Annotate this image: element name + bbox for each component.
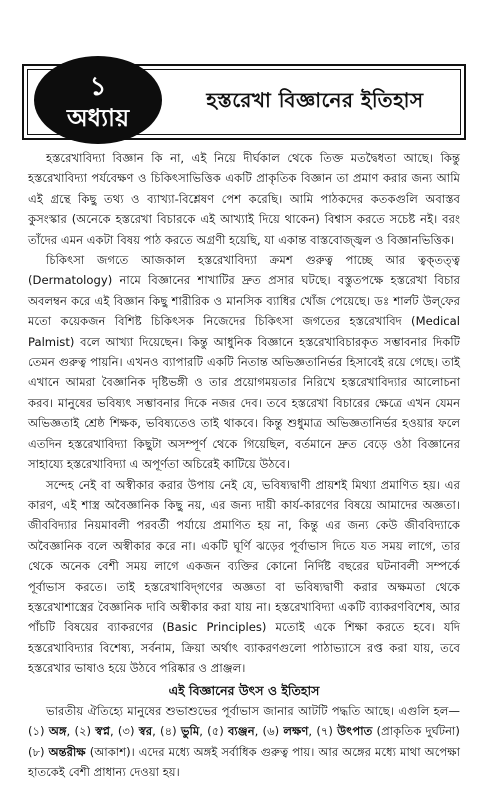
method-item-1 [28, 724, 70, 738]
section-heading: এই বিজ্ঞানের উৎস ও ইতিহাস [168, 682, 320, 698]
paragraph-1: হস্তরেখাবিদ্যা বিজ্ঞান কি না, এই নিয়ে দীর্ঘকাল থেকে তিক্ত মতদ্বৈধতা আছে। কিন্তু হস্তরেখাবিদ্যা পর্যবেক্ষণ ও চিকিৎসাভিত্তিক একটি প্রাকৃতিক বিজ্ঞান তা প্রমাণ করার জন্য আমি এই গ্রন্থে কিছু তথ্য ও ব্যাখ্যা-বিশ্লেষণ পেশ করেছি। আমি পাঠকদের কতকগুলি অবাস্তব কুসংস্কার (অনেকে হস্তরেখা বিচারকে এই আখ্যাই দিয়ে থাকেন) বিশ্বাস করতে সচেষ্ট নই। বরং তাঁদের এমন একটা বিষয় পাঠ করতে অগ্রণী হয়েছি, যা একান্ত বাস্তবোজ্জ্বল ও বিজ্ঞানভিত্তিক। [28, 151, 460, 247]
method-separator: , [109, 724, 114, 739]
method-separator: , [152, 724, 156, 739]
paragraph-2: চিকিৎসা জগতে আজকাল হস্তরেখাবিদ্যা ক্রমশ গুরুত্ব পাচ্ছে আর ত্বক্‌তত্ত্ব (Dermatology) নামে বিজ্ঞানের শাখাটির দ্রুত প্রসার ঘটছে। বস্তুতপক্ষে হস্তরেখা বিচার অবলম্বন করে এই বিজ্ঞান কিছু শারীরিক ও মানসিক ব্যাধির খোঁজ পেয়েছে। ডঃ শার্লট উল্‌ফের মতো কয়েকজন বিশিষ্ট চিকিৎসক নিজেদের চিকিৎসা জগতের হস্তরেখাবিদ (Medical Palmist) বলে আখ্যা দিয়েছেন। কিন্তু আধুনিক বিজ্ঞানে হস্তরেখাবিচারকৃত সম্ভাবনার দিকটি তেমন গুরুত্ব পায়নি। এখনও ব্যাপারটি একটি নিতান্ত অভিজ্ঞতানির্ভর হিসাবেই রয়ে গেছে। তাই এখানে আমরা বৈজ্ঞানিক দৃষ্টিভঙ্গী ও তার প্রয়োগময়তার নিরিখে হস্তরেখাবিদ্যার আলোচনা করব। মানুষের ভবিষ্যৎ সম্ভাবনার দিকে নজর দেব। তবে হস্তরেখা বিচারের ক্ষেত্রে এখন যেমন অভিজ্ঞতাই শ্রেষ্ঠ শিক্ষক, ভবিষ্যতেও তাই থাকবে। কিন্তু শুধুমাত্র অভিজ্ঞতানির্ভর হওয়ার ফলে এতদিন হস্তরেখাবিদ্যা কিছুটা অসম্পূর্ণ থেকে গিয়েছিল, বর্তমানে দ্রুত বেড়ে ওঠা বিজ্ঞানের সাহায্যে হস্তরেখাবিদ্যা এ অপূর্ণতা অচিরেই কাটিয়ে উঠবে। [28, 253, 460, 472]
method-separator: , [254, 724, 259, 739]
paragraph-4 [28, 701, 460, 783]
chapter-title: হস্তরেখা বিজ্ঞানের ইতিহাস [206, 88, 424, 112]
method-item-6 [258, 724, 312, 738]
paragraph-3: সন্দেহ নেই বা অস্বীকার করার উপায় নেই যে, ভবিষ্যদ্বাণী প্রায়শই মিথ্যা প্রমাণিত হয়। এর কারণ, এই শাস্ত্র অবৈজ্ঞানিক কিছু নয়, এর জন্য দায়ী কার্য-কারণের বিষয়ে আমাদের অজ্ঞতা। জীববিদ্যার নিয়মাবলী পরবর্তী পর্যায়ে প্রমাণিত হয় না, কিন্তু এর জন্য কেউ জীববিদ্যাকে অবৈজ্ঞানিক বলে অস্বীকার করে না। একটি ঘূর্ণি ঝড়ের পূর্বাভাস দিতে যত সময় লাগে, তার থেকে অনেক বেশী সময় লাগে একজন ব্যক্তির কোনো নির্দিষ্ট বছরের ঘটনাবলী সম্পর্কে পূর্বাভাস করতে। তাই হস্তরেখাবিদ্‌গণের অজ্ঞতা বা ভবিষ্যদ্বাণী করার অক্ষমতা থেকে হস্তরেখাশাস্ত্রের বৈজ্ঞানিক দাবি অস্বীকার করা যায় না। হস্তরেখাবিদ্যা একটি ব্যাকরণবিশেষ, আর পাঁচটি বিষয়ের ব্যাকরণের (Basic Principles) মতোই একে শিক্ষা করতে হবে। যদি হস্তরেখাবিদ্যার বিশেষ্য, সর্বনাম, ক্রিয়া অর্থাৎ ব্যাকরণগুলো পাঠাভ্যাসে রপ্ত করা যায়, তবে হস্তরেখার ভাষাও হয়ে উঠবে পরিষ্কার ও প্রাঞ্জল। [28, 477, 460, 676]
method-separator: , [308, 724, 313, 739]
method-term: স্বপ্ন [95, 724, 110, 739]
method-term: স্বর [138, 724, 153, 739]
chapter-label: অধ্যায় [66, 104, 130, 132]
method-number: (১) [28, 724, 49, 739]
paragraph-4-tail: (আকাশ)। এদের মধ্যে অঙ্গই সর্বাধিক গুরুত্ব পায়। আর অঙ্গের মধ্যে মাথা অপেক্ষা হাতকেই বেশী প্রাধান্য দেওয়া হয়। [28, 744, 460, 780]
method-number: (৩) [113, 724, 139, 739]
method-item-3 [114, 724, 156, 738]
chapter-badge [34, 56, 162, 144]
method-item-5 [203, 724, 258, 738]
method-term: ভুমি [180, 724, 200, 739]
chapter-number: ১ [89, 72, 107, 102]
method-term: অঙ্গ [48, 724, 67, 739]
method-separator: , [66, 724, 71, 739]
method-number: (৫) [202, 724, 228, 739]
method-item-7 [312, 724, 372, 738]
method-number: (৬) [258, 724, 284, 739]
method-item-4 [156, 724, 203, 738]
method-item-2 [70, 724, 113, 738]
method-number: (প্রাকৃতিক দুর্ঘটনা) (৮) [28, 724, 460, 759]
method-term: উৎপাত [337, 724, 373, 739]
method-term: অন্তরীক্ষ [48, 744, 86, 759]
method-separator: , [199, 724, 203, 739]
method-number: (৭) [312, 724, 338, 739]
method-term: লক্ষণ [283, 724, 309, 739]
paragraph-4-lead: ভারতীয় ঐতিহ্যে মানুষের শুভাশুভের পূর্বাভাস জানার আটটি পদ্ধতি আছে। এগুলি হল— [46, 703, 460, 718]
method-number: (৪) [155, 724, 181, 739]
page-body [28, 148, 460, 783]
method-term: ব্যঞ্জন [227, 724, 255, 739]
method-number: (২) [70, 724, 96, 739]
